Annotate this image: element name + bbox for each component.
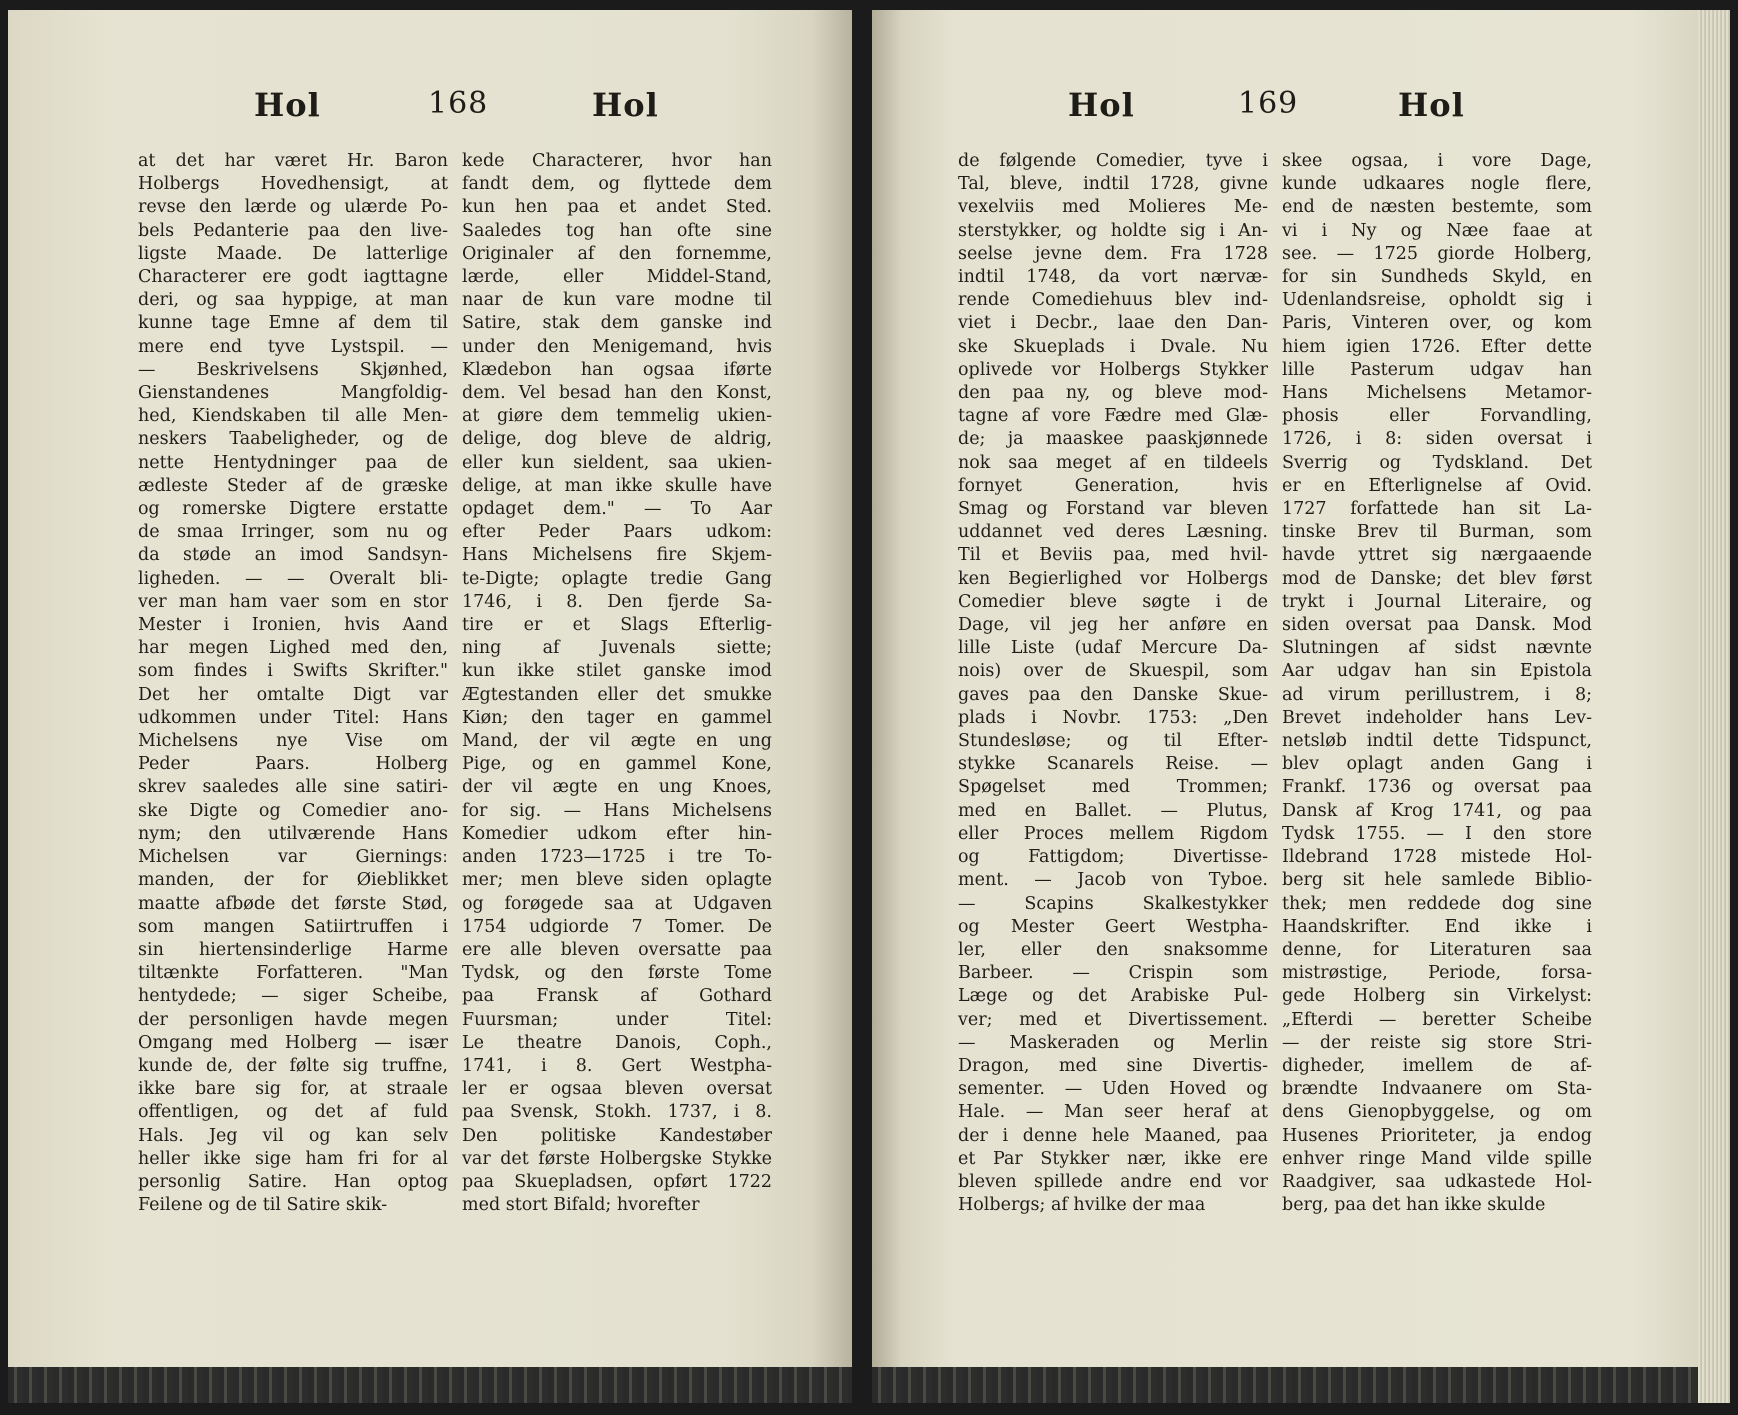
text-line: Holbergs Hovedhensigt, at xyxy=(138,174,448,195)
text-line: netsløb indtil dette Tidspunct, xyxy=(1282,731,1592,752)
text-line: berg, paa det han ikke skulde xyxy=(1282,1195,1546,1216)
gutter-shadow xyxy=(812,10,852,1403)
text-line: Til et Beviis paa, med hvil- xyxy=(958,545,1268,566)
text-line: et Par Stykker nær, ikke ere xyxy=(958,1148,1268,1169)
text-line: denne, for Literaturen saa xyxy=(1282,939,1592,960)
text-line: lille Pasterum udgav han xyxy=(1282,359,1592,380)
text-line: rende Comediehuus blev ind- xyxy=(958,290,1268,311)
text-line: Michelsens nye Vise om xyxy=(138,731,448,752)
text-line: gaves paa den Danske Skue- xyxy=(958,684,1268,705)
text-line: for sig. — Hans Michelsens xyxy=(462,800,772,821)
text-line: mistrøstige, Periode, forsa- xyxy=(1282,963,1592,984)
text-line: de smaa Irringer, som nu og xyxy=(138,522,448,543)
text-line: under den Menigemand, hvis xyxy=(462,336,772,357)
text-line: phosis eller Forvandling, xyxy=(1282,406,1592,427)
text-line: den paa ny, og bleve mod- xyxy=(958,383,1268,404)
text-line: Dage, vil jeg her anføre en xyxy=(958,615,1268,636)
page-bottom-edge xyxy=(872,1367,1698,1403)
text-line: — der reiste sig store Stri- xyxy=(1282,1032,1592,1053)
text-line: neskers Taabeligheder, og de xyxy=(138,429,448,450)
text-line: seelse jevne dem. Fra 1728 xyxy=(958,243,1268,264)
text-column-1 xyxy=(958,150,1268,1217)
text-line: er en Efterlignelse af Ovid. xyxy=(1282,475,1592,496)
text-line: Characterer ere godt iagttagne xyxy=(138,267,448,288)
text-line: ver man ham vaer som en stor xyxy=(138,591,448,612)
text-line: indtil 1748, da vort nærvæ- xyxy=(958,267,1268,288)
text-line: Stundesløse; og til Efter- xyxy=(958,731,1268,752)
text-line: mod de Danske; det blev først xyxy=(1282,568,1592,589)
text-line: Kiøn; den tager en gammel xyxy=(462,707,772,728)
text-line: blev oplagt anden Gang i xyxy=(1282,754,1592,775)
text-line: siden oversat paa Dansk. Mod xyxy=(1282,615,1592,636)
text-column-2 xyxy=(1282,150,1592,1217)
text-line: skee ogsaa, i vore Dage, xyxy=(1282,151,1592,171)
text-line: personlig Satire. Han optog xyxy=(138,1171,448,1192)
text-column-1 xyxy=(138,150,448,1217)
text-line: som findes i Swifts Skrifter." xyxy=(138,661,448,682)
text-line: Frankf. 1736 og oversat paa xyxy=(1282,777,1592,798)
text-line: fandt dem, og flyttede dem xyxy=(462,174,772,195)
text-line: for sin Sundheds Skyld, en xyxy=(1282,267,1592,288)
text-line: lille Liste (udaf Mercure Da- xyxy=(958,638,1268,659)
text-line: ere alle bleven oversatte paa xyxy=(462,939,772,960)
page-bottom-edge xyxy=(8,1367,852,1403)
text-line: „Efterdi — beretter Scheibe xyxy=(1282,1009,1592,1030)
text-line: eller Proces mellem Rigdom xyxy=(958,823,1268,844)
text-line: kun ikke stilet ganske imod xyxy=(462,661,772,682)
page-number: 168 xyxy=(428,86,489,121)
text-line: tagne af vore Fædre med Glæ- xyxy=(958,406,1268,427)
text-line: brændte Indvaanere om Sta- xyxy=(1282,1079,1592,1100)
text-line: Det her omtalte Digt var xyxy=(138,684,448,705)
text-line: 1754 udgiorde 7 Tomer. De xyxy=(462,916,772,937)
text-line: oplivede vor Holbergs Stykker xyxy=(958,359,1268,380)
text-line: Hans Michelsens Metamor- xyxy=(1282,383,1592,404)
text-line: see. — 1725 giorde Holberg, xyxy=(1282,243,1592,264)
text-line: 1727 forfattede han sit La- xyxy=(1282,499,1592,520)
text-line: der i denne hele Maaned, paa xyxy=(958,1125,1268,1146)
text-line: har megen Lighed med den, xyxy=(138,638,448,659)
text-line: offentligen, og det af fuld xyxy=(138,1102,448,1123)
text-line: stykke Scanarels Reise. — xyxy=(958,754,1268,775)
right-page xyxy=(872,10,1698,1403)
text-line: Omgang med Holberg — især xyxy=(138,1032,448,1053)
text-line: Pige, og en gammel Kone, xyxy=(462,754,772,775)
text-line: Paris, Vinteren over, og kom xyxy=(1282,313,1592,334)
text-line: enhver ringe Mand vilde spille xyxy=(1282,1148,1592,1169)
text-line: thek; men reddede dog sine xyxy=(1282,893,1592,914)
text-line: Sverrig og Tydskland. Det xyxy=(1282,452,1592,473)
text-line: ler er ogsaa bleven oversat xyxy=(462,1079,772,1100)
text-line: te-Digte; oplagte tredie Gang xyxy=(462,568,772,589)
text-line: plads i Novbr. 1753: „Den xyxy=(958,707,1268,728)
text-line: gede Holberg sin Virkelyst: xyxy=(1282,986,1592,1007)
text-line: mer; men bleve siden oplagte xyxy=(462,870,772,891)
text-line: Tal, bleve, indtil 1728, givne xyxy=(958,174,1268,195)
text-line: skrev saaledes alle sine satiri- xyxy=(138,777,448,798)
text-line: viet i Decbr., laae den Dan- xyxy=(958,313,1268,334)
text-line: Holbergs; af hvilke der maa xyxy=(958,1195,1206,1216)
text-line: ske Digte og Comedier ano- xyxy=(138,800,448,821)
text-line: Barbeer. — Crispin som xyxy=(958,963,1268,984)
text-line: da støde an imod Sandsyn- xyxy=(138,545,448,566)
text-line: lærde, eller Middel-Stand, xyxy=(462,267,772,288)
text-line: vi i Ny og Næe faae at xyxy=(1282,220,1592,241)
text-line: tiltænkte Forfatteren. "Man xyxy=(138,963,448,984)
text-line: hentydede; — siger Scheibe, xyxy=(138,986,448,1007)
text-line: kun hen paa et andet Sted. xyxy=(462,197,772,218)
text-line: Udenlandsreise, opholdt sig i xyxy=(1282,290,1592,311)
text-line: hed, Kiendskaben til alle Men- xyxy=(138,406,448,427)
text-line: anden 1723—1725 i tre To- xyxy=(462,847,772,868)
text-line: sementer. — Uden Hoved og xyxy=(958,1079,1268,1100)
text-line: maatte afbøde det første Stød, xyxy=(138,893,448,914)
text-line: ædleste Steder af de græske xyxy=(138,475,448,496)
text-line: delige, at man ikke skulle have xyxy=(462,475,772,496)
text-line: Haandskrifter. End ikke i xyxy=(1282,916,1592,937)
text-line: Ægtestanden eller det smukke xyxy=(462,684,772,705)
text-line: med stort Bifald; hvorefter xyxy=(462,1195,700,1216)
text-line: berg sit hele samlede Biblio- xyxy=(1282,870,1592,891)
text-line: Fuursman; under Titel: xyxy=(462,1009,772,1030)
text-line: paa Svensk, Stokh. 1737, i 8. xyxy=(462,1102,772,1123)
running-head-left: Hol xyxy=(1068,86,1135,124)
text-line: paa Fransk af Gothard xyxy=(462,986,772,1007)
text-line: Hals. Jeg vil og kan selv xyxy=(138,1125,448,1146)
text-line: ikke bare sig for, at straale xyxy=(138,1079,448,1100)
text-line: der vil ægte en ung Knoes, xyxy=(462,777,772,798)
left-page xyxy=(8,10,852,1403)
text-column-2 xyxy=(462,150,772,1217)
text-line: var det første Holbergske Stykke xyxy=(462,1148,772,1169)
text-line: udkommen under Titel: Hans xyxy=(138,707,448,728)
text-line: der personligen havde megen xyxy=(138,1009,448,1030)
text-line: Læge og det Arabiske Pul- xyxy=(958,986,1268,1007)
text-line: Komedier udkom efter hin- xyxy=(462,823,772,844)
text-line: trykt i Journal Literaire, og xyxy=(1282,591,1592,612)
text-line: digheder, imellem de af- xyxy=(1282,1055,1592,1076)
text-line: hiem igien 1726. Efter dette xyxy=(1282,336,1592,357)
text-line: — Maskeraden og Merlin xyxy=(958,1032,1268,1053)
text-line: nym; den utilværende Hans xyxy=(138,823,448,844)
text-line: Slutningen af sidst nævnte xyxy=(1282,638,1592,659)
text-line: Mand, der vil ægte en ung xyxy=(462,731,772,752)
text-line: med en Ballet. — Plutus, xyxy=(958,800,1268,821)
text-line: paa Skuepladsen, opført 1722 xyxy=(462,1171,772,1192)
text-line: opdaget dem." — To Aar xyxy=(462,499,772,520)
running-head-right: Hol xyxy=(592,86,659,124)
book-fore-edge xyxy=(1698,10,1730,1403)
text-line: manden, der for Øieblikket xyxy=(138,870,448,891)
text-line: at det har været Hr. Baron xyxy=(138,151,448,171)
text-line: Saaledes tog han ofte sine xyxy=(462,220,772,241)
text-line: tinske Brev til Burman, som xyxy=(1282,522,1592,543)
text-line: end de næsten bestemte, som xyxy=(1282,197,1592,218)
text-line: som mangen Satiirtruffen i xyxy=(138,916,448,937)
text-line: Gienstandenes Mangfoldig- xyxy=(138,383,448,404)
text-line: delige, dog bleve de aldrig, xyxy=(462,429,772,450)
text-line: Den politiske Kandestøber xyxy=(462,1125,772,1146)
text-line: Brevet indeholder hans Lev- xyxy=(1282,707,1592,728)
running-head-right: Hol xyxy=(1398,86,1465,124)
text-line: Originaler af den fornemme, xyxy=(462,243,772,264)
text-line: bleven spillede andre end vor xyxy=(958,1171,1268,1192)
text-line: nois) over de Skuespil, som xyxy=(958,661,1268,682)
text-line: sterstykker, og holdte sig i An- xyxy=(958,220,1268,241)
text-line: bels Pedanterie paa den live- xyxy=(138,220,448,241)
text-line: Le theatre Danois, Coph., xyxy=(462,1032,772,1053)
text-line: kunne tage Emne af dem til xyxy=(138,313,448,334)
text-line: og forøgede saa at Udgaven xyxy=(462,893,772,914)
text-line: uddannet ved deres Læsning. xyxy=(958,522,1268,543)
text-line: tire er et Slags Efterlig- xyxy=(462,615,772,636)
text-line: og Fattigdom; Divertisse- xyxy=(958,847,1268,868)
text-line: deri, og saa hyppige, at man xyxy=(138,290,448,311)
text-line: 1746, i 8. Den fjerde Sa- xyxy=(462,591,772,612)
text-line: Dansk af Krog 1741, og paa xyxy=(1282,800,1592,821)
text-line: Comedier bleve søgte i de xyxy=(958,591,1268,612)
text-line: de; ja maaskee paaskjønnede xyxy=(958,429,1268,450)
gutter-shadow xyxy=(872,10,902,1403)
text-line: Tydsk, og den første Tome xyxy=(462,963,772,984)
text-line: eller kun sieldent, saa ukien- xyxy=(462,452,772,473)
text-line: efter Peder Paars udkom: xyxy=(462,522,772,543)
text-line: Smag og Forstand var bleven xyxy=(958,499,1268,520)
text-line: Tydsk 1755. — I den store xyxy=(1282,823,1592,844)
text-line: Spøgelset med Trommen; xyxy=(958,777,1268,798)
text-line: og romerske Digtere erstatte xyxy=(138,499,448,520)
text-line: ler, eller den snaksomme xyxy=(958,939,1268,960)
text-line: heller ikke sige ham fri for al xyxy=(138,1148,448,1169)
text-line: kede Characterer, hvor han xyxy=(462,151,772,171)
text-line: dens Gienopbyggelse, og om xyxy=(1282,1102,1592,1123)
text-line: naar de kun vare modne til xyxy=(462,290,772,311)
text-line: Michelsen var Gierningsː xyxy=(138,847,448,868)
text-line: Raadgiver, saa udkastede Hol- xyxy=(1282,1171,1592,1192)
text-line: Peder Paars. Holberg xyxy=(138,754,448,775)
text-line: ken Begierlighed vor Holbergs xyxy=(958,568,1268,589)
text-line: Feilene og de til Satire skik- xyxy=(138,1195,388,1216)
text-line: — Scapins Skalkestykker xyxy=(958,893,1268,914)
text-line: ske Skueplads i Dvale. Nu xyxy=(958,336,1268,357)
text-line: nok saa meget af en tildeels xyxy=(958,452,1268,473)
page-number: 169 xyxy=(1238,86,1299,121)
text-line: Mester i Ironien, hvis Aand xyxy=(138,615,448,636)
running-head-left: Hol xyxy=(254,86,321,124)
text-line: Ildebrand 1728 mistede Hol- xyxy=(1282,847,1592,868)
text-line: Satire, stak dem ganske ind xyxy=(462,313,772,334)
text-line: ligheden. — — Overalt bli- xyxy=(138,568,448,589)
text-line: kunde udkaares nogle flere, xyxy=(1282,174,1592,195)
text-line: nette Hentydninger paa de xyxy=(138,452,448,473)
text-line: Klædebon han ogsaa iførte xyxy=(462,359,772,380)
text-line: Aar udgav han sin Epistola xyxy=(1282,661,1592,682)
text-line: ment. — Jacob von Tyboe. xyxy=(958,870,1268,891)
text-line: de følgende Comedier, tyve i xyxy=(958,151,1268,171)
text-line: 1726, i 8: siden oversat i xyxy=(1282,429,1592,450)
text-line: mere end tyve Lystspil. — xyxy=(138,336,448,357)
text-line: ad virum perillustrem, i 8; xyxy=(1282,684,1592,705)
text-line: Hale. — Man seer heraf at xyxy=(958,1102,1268,1123)
text-line: 1741, i 8. Gert Westpha- xyxy=(462,1055,772,1076)
text-line: og Mester Geert Westpha- xyxy=(958,916,1268,937)
text-line: ligste Maade. De latterlige xyxy=(138,243,448,264)
text-line: dem. Vel besad han den Konst, xyxy=(462,383,772,404)
text-line: ning af Juvenals siette; xyxy=(462,638,772,659)
text-line: sin hiertensinderlige Harme xyxy=(138,939,448,960)
text-line: revse den lærde og ulærde Po- xyxy=(138,197,448,218)
text-line: Hans Michelsens fire Skjem- xyxy=(462,545,772,566)
text-line: kunde de, der følte sig truffne, xyxy=(138,1055,448,1076)
text-line: fornyet Generation, hvis xyxy=(958,475,1268,496)
text-line: vexelviis med Molieres Me- xyxy=(958,197,1268,218)
text-line: at giøre dem temmelig ukien- xyxy=(462,406,772,427)
text-line: ver; med et Divertissement. xyxy=(958,1009,1268,1030)
text-line: — Beskrivelsens Skjønhed, xyxy=(138,359,448,380)
text-line: Dragon, med sine Divertis- xyxy=(958,1055,1268,1076)
text-line: havde yttret sig nærgaaende xyxy=(1282,545,1592,566)
text-line: Husenes Prioriteter, ja endog xyxy=(1282,1125,1592,1146)
